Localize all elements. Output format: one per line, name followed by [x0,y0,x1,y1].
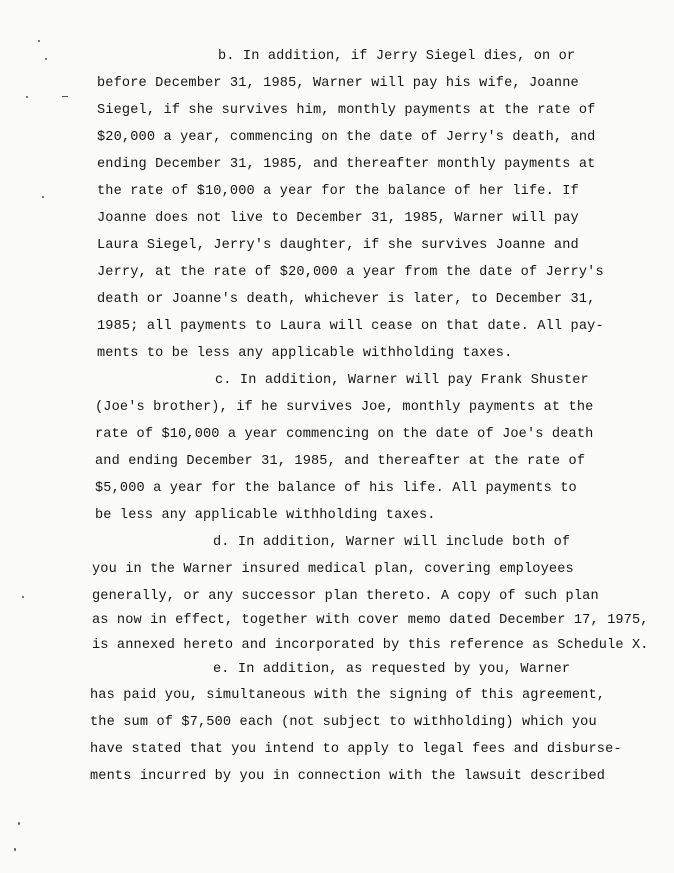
scan-speck [62,96,68,97]
paragraph-d-line-5: is annexed hereto and incorporated by this reference as Schedule X. [92,638,649,653]
paragraph-b-line-7: Joanne does not live to December 31, 1985, Warner will pay [97,211,579,226]
paragraph-b-line-10: death or Joanne's death, whichever is later, to December 31, [97,292,596,307]
paragraph-b-line-9: Jerry, at the rate of $20,000 a year from the date of Jerry's [97,265,604,280]
paragraph-b-line-1: b. In addition, if Jerry Siegel dies, on or [218,49,576,64]
paragraph-c-line-4: and ending December 31, 1985, and thereafter at the rate of [95,454,586,469]
paragraph-e-line-2: has paid you, simultaneous with the signing of this agreement, [90,688,606,703]
paragraph-c-line-2: (Joe's brother), if he survives Joe, monthly payments at the [95,400,594,415]
paragraph-b-line-3: Siegel, if she survives him, monthly payments at the rate of [97,103,596,118]
paragraph-b-line-4: $20,000 a year, commencing on the date of Jerry's death, and [97,130,596,145]
scan-speck [18,822,20,825]
paragraph-e-line-4: have stated that you intend to apply to legal fees and disburse- [90,742,622,757]
paragraph-d-line-4: as now in effect, together with cover memo dated December 17, 1975, [92,613,649,628]
paragraph-e-line-5: ments incurred by you in connection with the lawsuit described [90,769,606,784]
paragraph-b-line-2: before December 31, 1985, Warner will pay his wife, Joanne [97,76,579,91]
paragraph-c-line-5: $5,000 a year for the balance of his life. All payments to [95,481,577,496]
paragraph-d-line-1: d. In addition, Warner will include both of [213,535,571,550]
scan-speck [14,848,16,851]
paragraph-e-line-1: e. In addition, as requested by you, Warner [213,662,571,677]
paragraph-c-line-6: be less any applicable withholding taxes. [95,508,436,523]
scan-speck [22,596,24,598]
paragraph-d-line-3: generally, or any successor plan thereto. A copy of such plan [92,589,599,604]
paragraph-b-line-11: 1985; all payments to Laura will cease on that date. All pay- [97,319,604,334]
scan-speck [45,58,47,60]
paragraph-b-line-5: ending December 31, 1985, and thereafter monthly payments at [97,157,596,172]
scan-speck [38,40,40,42]
paragraph-c-line-3: rate of $10,000 a year commencing on the date of Joe's death [95,427,594,442]
scan-speck [26,96,28,98]
paragraph-d-line-2: you in the Warner insured medical plan, covering employees [92,562,574,577]
paragraph-b-line-8: Laura Siegel, Jerry's daughter, if she survives Joanne and [97,238,579,253]
scan-speck [42,196,44,198]
paragraph-e-line-3: the sum of $7,500 each (not subject to withholding) which you [90,715,597,730]
paragraph-c-line-1: c. In addition, Warner will pay Frank Shuster [215,373,589,388]
paragraph-b-line-6: the rate of $10,000 a year for the balance of her life. If [97,184,579,199]
paragraph-b-line-12: ments to be less any applicable withholding taxes. [97,346,513,361]
